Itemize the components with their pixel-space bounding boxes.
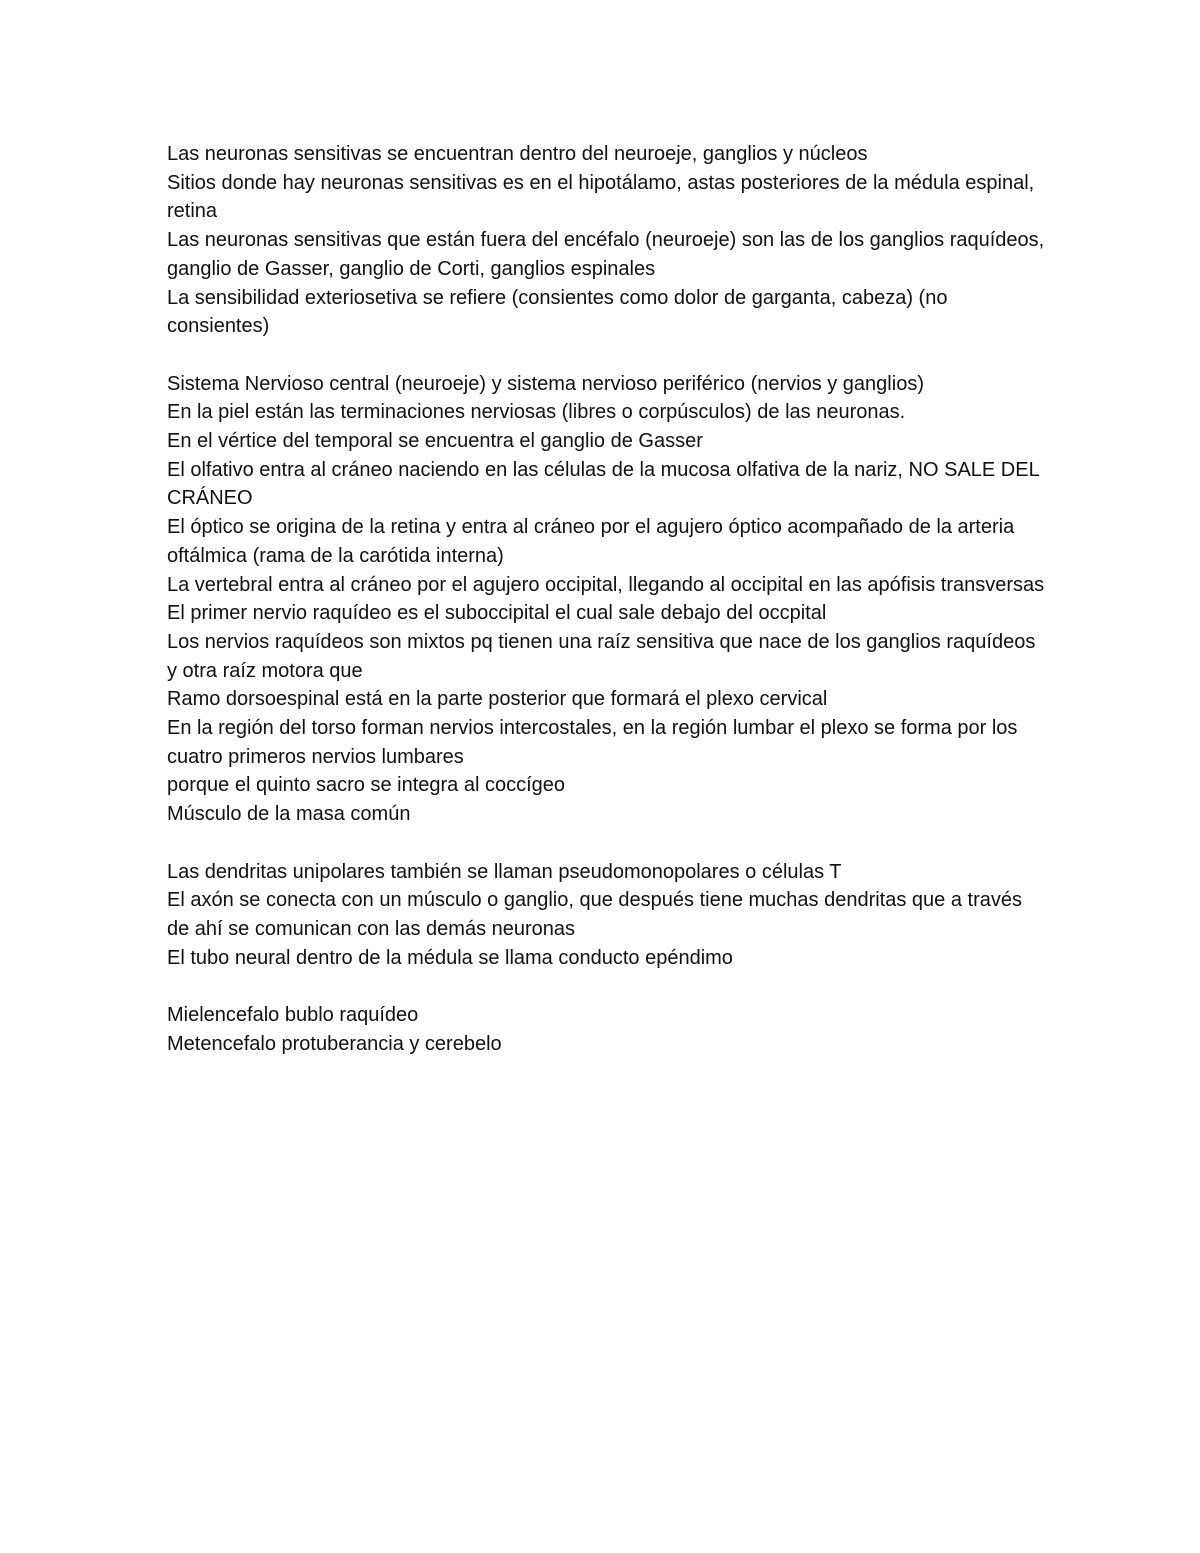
paragraph: Sitios donde hay neuronas sensitivas es en el hipotálamo, astas posteriores de la médula espinal, retina (167, 171, 1035, 223)
paragraph: Músculo de la masa común (167, 803, 411, 826)
paragraph: porque el quinto sacro se integra al coccígeo (167, 774, 566, 797)
paragraph: El tubo neural dentro de la médula se llama conducto epéndimo (167, 946, 733, 969)
paragraph: La vertebral entra al cráneo por el agujero occipital, llegando al occipital en las apófisis transversas (167, 573, 1045, 596)
paragraph: En la región del torso forman nervios intercostales, en la región lumbar el plexo se forma por los cuatro primeros nervios lumbares (167, 717, 1018, 768)
paragraph: Ramo dorsoespinal está en la parte posterior que formará el plexo cervical (167, 688, 828, 711)
paragraph: El olfativo entra al cráneo naciendo en las células de la mucosa olfativa de la nariz, NO SALE DEL CRÁNEO (167, 458, 1039, 510)
paragraph: Las dendritas unipolares también se llaman pseudomonopolares o células T (167, 860, 842, 883)
document-body (167, 140, 1047, 1058)
paragraph: Sistema Nervioso central (neuroeje) y sistema nervioso periférico (nervios y ganglios) (167, 372, 924, 395)
paragraph: Mielencefalo bublo raquídeo (167, 1004, 419, 1027)
paragraph: Las neuronas sensitivas que están fuera del encéfalo (neuroeje) son las de los ganglios raquídeos, ganglio de Gasser, ganglio de Corti, ganglios espinales (167, 229, 1045, 280)
paragraph: Las neuronas sensitivas se encuentran dentro del neuroeje, ganglios y núcleos (167, 143, 868, 165)
blank-line (167, 341, 1047, 370)
paragraph: El axón se conecta con un músculo o ganglio, que después tiene muchas dendritas que a través de ahí se comunican con las demás neuronas (167, 889, 1022, 940)
blank-line (167, 972, 1047, 1001)
paragraph: En la piel están las terminaciones nerviosas (libres o corpúsculos) de las neuronas. (167, 401, 906, 424)
paragraph: Metencefalo protuberancia y cerebelo (167, 1032, 502, 1055)
paragraph: El óptico se origina de la retina y entra al cráneo por el agujero óptico acompañado de la arteria oftálmica (rama de la carótida interna) (167, 516, 1015, 567)
paragraph: En el vértice del temporal se encuentra el ganglio de Gasser (167, 430, 703, 453)
paragraph: Los nervios raquídeos son mixtos pq tienen una raíz sensitiva que nace de los ganglios raquídeos y otra raíz motora que (167, 630, 1036, 682)
paragraph: La sensibilidad exteriosetiva se refiere (consientes como dolor de garganta, cabeza) (no consientes) (167, 286, 948, 338)
paragraph: El primer nervio raquídeo es el suboccipital el cual sale debajo del occpital (167, 602, 827, 625)
blank-line (167, 829, 1047, 858)
